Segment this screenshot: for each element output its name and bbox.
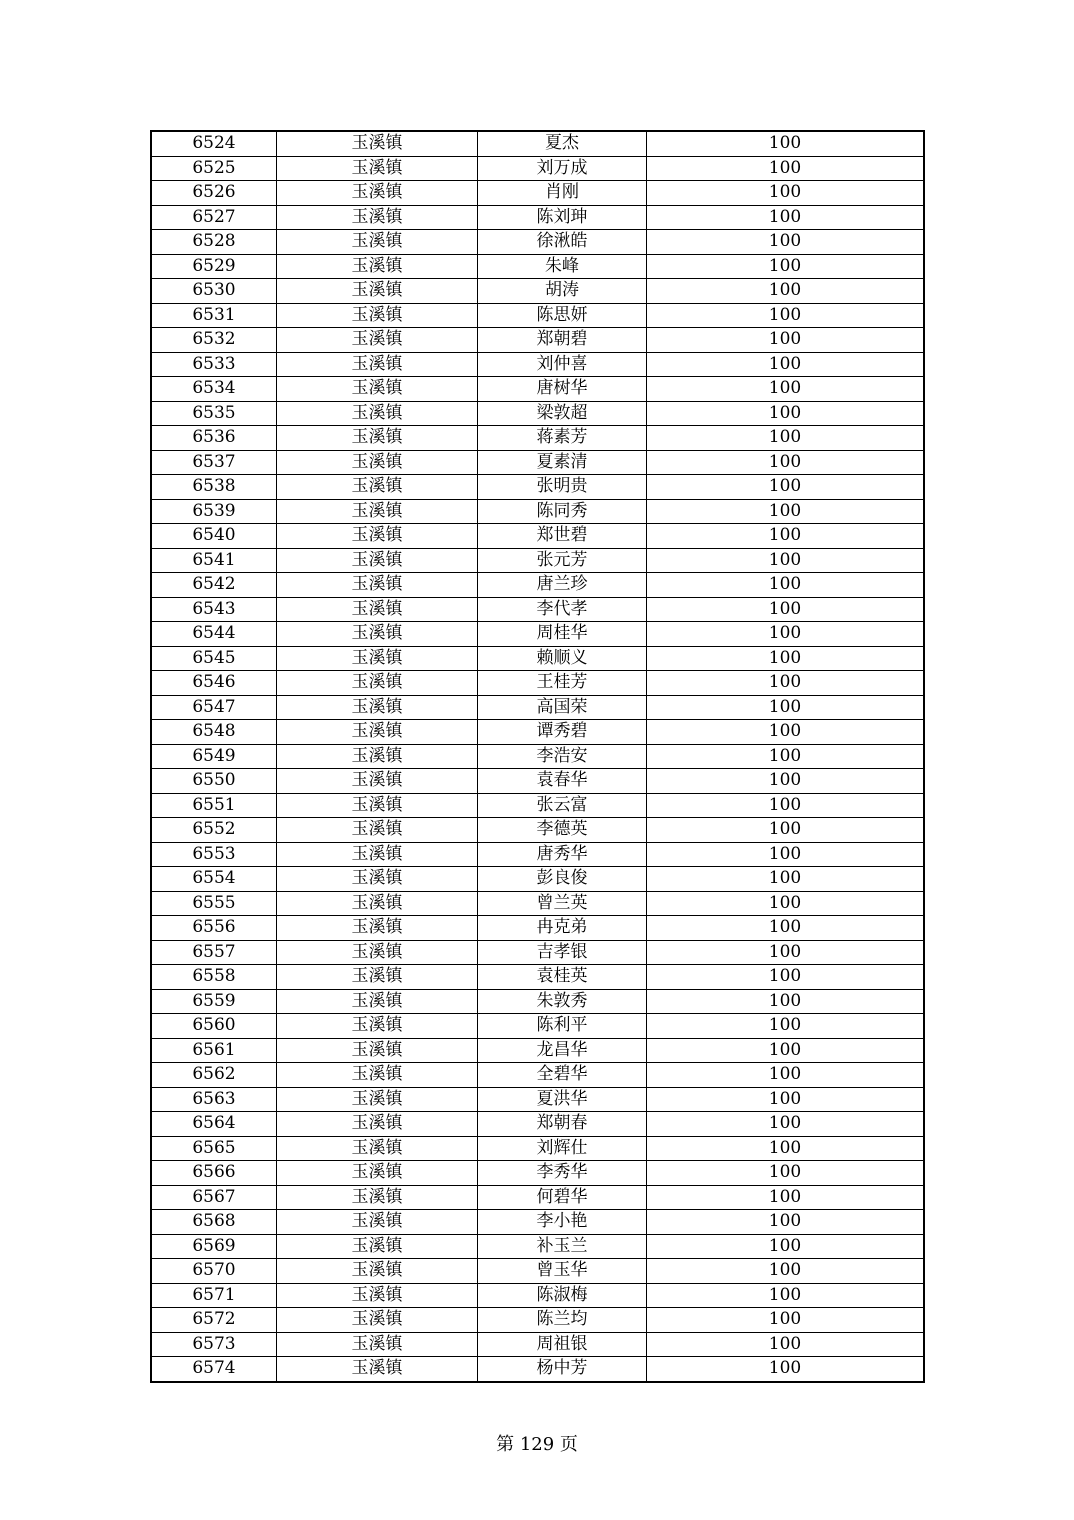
name-cell: 陈刘珅 [478,205,647,230]
row-number-cell: 6567 [151,1185,277,1210]
row-number-cell: 6563 [151,1087,277,1112]
name-cell: 陈思妍 [478,303,647,328]
amount-cell: 100 [647,1210,925,1235]
town-cell: 玉溪镇 [277,573,478,598]
name-cell: 唐树华 [478,377,647,402]
name-cell: 朱峰 [478,254,647,279]
name-cell: 陈兰均 [478,1308,647,1333]
row-number-cell: 6547 [151,695,277,720]
town-cell: 玉溪镇 [277,1234,478,1259]
town-cell: 玉溪镇 [277,254,478,279]
town-cell: 玉溪镇 [277,377,478,402]
row-number-cell: 6535 [151,401,277,426]
row-number-cell: 6554 [151,867,277,892]
table-row [151,842,924,867]
table-row [151,156,924,181]
amount-cell: 100 [647,1014,925,1039]
table-row [151,1332,924,1357]
amount-cell: 100 [647,818,925,843]
town-cell: 玉溪镇 [277,989,478,1014]
table-row [151,1308,924,1333]
name-cell: 杨中芳 [478,1357,647,1382]
table-row [151,769,924,794]
amount-cell: 100 [647,769,925,794]
name-cell: 龙昌华 [478,1038,647,1063]
table-row [151,1038,924,1063]
amount-cell: 100 [647,230,925,255]
table-row [151,622,924,647]
row-number-cell: 6526 [151,181,277,206]
name-cell: 夏素清 [478,450,647,475]
row-number-cell: 6525 [151,156,277,181]
amount-cell: 100 [647,401,925,426]
town-cell: 玉溪镇 [277,965,478,990]
amount-cell: 100 [647,646,925,671]
table-row [151,1087,924,1112]
amount-cell: 100 [647,622,925,647]
row-number-cell: 6569 [151,1234,277,1259]
row-number-cell: 6560 [151,1014,277,1039]
town-cell: 玉溪镇 [277,205,478,230]
table-row [151,303,924,328]
table-row [151,989,924,1014]
town-cell: 玉溪镇 [277,1063,478,1088]
town-cell: 玉溪镇 [277,181,478,206]
town-cell: 玉溪镇 [277,1259,478,1284]
amount-cell: 100 [647,891,925,916]
amount-cell: 100 [647,475,925,500]
town-cell: 玉溪镇 [277,646,478,671]
table-row [151,793,924,818]
town-cell: 玉溪镇 [277,131,478,156]
amount-cell: 100 [647,695,925,720]
name-cell: 袁桂英 [478,965,647,990]
town-cell: 玉溪镇 [277,940,478,965]
name-cell: 唐秀华 [478,842,647,867]
row-number-cell: 6573 [151,1332,277,1357]
town-cell: 玉溪镇 [277,426,478,451]
name-cell: 胡涛 [478,279,647,304]
town-cell: 玉溪镇 [277,1112,478,1137]
row-number-cell: 6533 [151,352,277,377]
amount-cell: 100 [647,303,925,328]
row-number-cell: 6552 [151,818,277,843]
row-number-cell: 6531 [151,303,277,328]
name-cell: 全碧华 [478,1063,647,1088]
table-row [151,646,924,671]
town-cell: 玉溪镇 [277,1136,478,1161]
table-row [151,744,924,769]
town-cell: 玉溪镇 [277,793,478,818]
town-cell: 玉溪镇 [277,720,478,745]
name-cell: 刘辉仕 [478,1136,647,1161]
row-number-cell: 6530 [151,279,277,304]
table-row [151,1210,924,1235]
amount-cell: 100 [647,205,925,230]
amount-cell: 100 [647,965,925,990]
town-cell: 玉溪镇 [277,1038,478,1063]
table-row [151,279,924,304]
table-row [151,181,924,206]
amount-cell: 100 [647,1112,925,1137]
row-number-cell: 6542 [151,573,277,598]
name-cell: 蒋素芳 [478,426,647,451]
amount-cell: 100 [647,499,925,524]
name-cell: 赖顺义 [478,646,647,671]
amount-cell: 100 [647,1357,925,1382]
town-cell: 玉溪镇 [277,230,478,255]
row-number-cell: 6550 [151,769,277,794]
amount-cell: 100 [647,352,925,377]
town-cell: 玉溪镇 [277,891,478,916]
amount-cell: 100 [647,842,925,867]
amount-cell: 100 [647,1234,925,1259]
table-row [151,548,924,573]
table-row [151,377,924,402]
table-row [151,720,924,745]
table-row [151,965,924,990]
town-cell: 玉溪镇 [277,1332,478,1357]
table-row [151,254,924,279]
row-number-cell: 6553 [151,842,277,867]
table-row [151,352,924,377]
amount-cell: 100 [647,989,925,1014]
name-cell: 李浩安 [478,744,647,769]
town-cell: 玉溪镇 [277,842,478,867]
town-cell: 玉溪镇 [277,1308,478,1333]
row-number-cell: 6557 [151,940,277,965]
name-cell: 郑朝碧 [478,328,647,353]
town-cell: 玉溪镇 [277,744,478,769]
town-cell: 玉溪镇 [277,1283,478,1308]
town-cell: 玉溪镇 [277,1087,478,1112]
amount-cell: 100 [647,1161,925,1186]
name-cell: 陈利平 [478,1014,647,1039]
name-cell: 刘万成 [478,156,647,181]
row-number-cell: 6556 [151,916,277,941]
table-row [151,891,924,916]
town-cell: 玉溪镇 [277,1210,478,1235]
town-cell: 玉溪镇 [277,156,478,181]
row-number-cell: 6527 [151,205,277,230]
row-number-cell: 6551 [151,793,277,818]
town-cell: 玉溪镇 [277,475,478,500]
town-cell: 玉溪镇 [277,328,478,353]
name-cell: 李秀华 [478,1161,647,1186]
town-cell: 玉溪镇 [277,818,478,843]
row-number-cell: 6538 [151,475,277,500]
row-number-cell: 6536 [151,426,277,451]
amount-cell: 100 [647,426,925,451]
row-number-cell: 6546 [151,671,277,696]
table-row [151,524,924,549]
data-table [150,130,925,1383]
town-cell: 玉溪镇 [277,499,478,524]
town-cell: 玉溪镇 [277,916,478,941]
name-cell: 肖刚 [478,181,647,206]
table-row [151,1161,924,1186]
row-number-cell: 6534 [151,377,277,402]
name-cell: 夏杰 [478,131,647,156]
table-row [151,1234,924,1259]
amount-cell: 100 [647,1308,925,1333]
town-cell: 玉溪镇 [277,279,478,304]
town-cell: 玉溪镇 [277,1161,478,1186]
town-cell: 玉溪镇 [277,1357,478,1382]
row-number-cell: 6545 [151,646,277,671]
town-cell: 玉溪镇 [277,450,478,475]
town-cell: 玉溪镇 [277,352,478,377]
table-row [151,916,924,941]
name-cell: 徐湫皓 [478,230,647,255]
name-cell: 周祖银 [478,1332,647,1357]
amount-cell: 100 [647,181,925,206]
table-row [151,818,924,843]
name-cell: 张明贵 [478,475,647,500]
amount-cell: 100 [647,1259,925,1284]
amount-cell: 100 [647,377,925,402]
table-row [151,1283,924,1308]
amount-cell: 100 [647,450,925,475]
amount-cell: 100 [647,744,925,769]
name-cell: 周桂华 [478,622,647,647]
row-number-cell: 6572 [151,1308,277,1333]
name-cell: 夏洪华 [478,1087,647,1112]
table-row [151,1357,924,1382]
name-cell: 李小艳 [478,1210,647,1235]
town-cell: 玉溪镇 [277,597,478,622]
amount-cell: 100 [647,720,925,745]
row-number-cell: 6559 [151,989,277,1014]
name-cell: 王桂芳 [478,671,647,696]
table-row [151,695,924,720]
row-number-cell: 6524 [151,131,277,156]
row-number-cell: 6570 [151,1259,277,1284]
row-number-cell: 6562 [151,1063,277,1088]
table-row [151,1063,924,1088]
table-row [151,475,924,500]
amount-cell: 100 [647,156,925,181]
row-number-cell: 6558 [151,965,277,990]
name-cell: 曾玉华 [478,1259,647,1284]
name-cell: 张云富 [478,793,647,818]
amount-cell: 100 [647,1283,925,1308]
row-number-cell: 6568 [151,1210,277,1235]
name-cell: 李代孝 [478,597,647,622]
amount-cell: 100 [647,1185,925,1210]
amount-cell: 100 [647,524,925,549]
name-cell: 补玉兰 [478,1234,647,1259]
table-row [151,867,924,892]
amount-cell: 100 [647,867,925,892]
amount-cell: 100 [647,793,925,818]
row-number-cell: 6529 [151,254,277,279]
name-cell: 曾兰英 [478,891,647,916]
table-row [151,328,924,353]
row-number-cell: 6561 [151,1038,277,1063]
table-row [151,499,924,524]
table-row [151,1136,924,1161]
name-cell: 高国荣 [478,695,647,720]
row-number-cell: 6544 [151,622,277,647]
row-number-cell: 6540 [151,524,277,549]
name-cell: 朱敦秀 [478,989,647,1014]
town-cell: 玉溪镇 [277,671,478,696]
table-row [151,131,924,156]
row-number-cell: 6565 [151,1136,277,1161]
name-cell: 袁春华 [478,769,647,794]
amount-cell: 100 [647,1063,925,1088]
name-cell: 何碧华 [478,1185,647,1210]
row-number-cell: 6571 [151,1283,277,1308]
table-row [151,205,924,230]
name-cell: 陈同秀 [478,499,647,524]
table-row [151,940,924,965]
table-row [151,671,924,696]
table-row [151,597,924,622]
table-row [151,1014,924,1039]
amount-cell: 100 [647,548,925,573]
row-number-cell: 6543 [151,597,277,622]
row-number-cell: 6528 [151,230,277,255]
name-cell: 谭秀碧 [478,720,647,745]
name-cell: 张元芳 [478,548,647,573]
page-number: 第 129 页 [496,1434,578,1455]
row-number-cell: 6566 [151,1161,277,1186]
row-number-cell: 6539 [151,499,277,524]
name-cell: 彭良俊 [478,867,647,892]
amount-cell: 100 [647,916,925,941]
name-cell: 唐兰珍 [478,573,647,598]
table-row [151,230,924,255]
row-number-cell: 6541 [151,548,277,573]
name-cell: 冉克弟 [478,916,647,941]
name-cell: 刘仲喜 [478,352,647,377]
amount-cell: 100 [647,940,925,965]
name-cell: 郑世碧 [478,524,647,549]
row-number-cell: 6548 [151,720,277,745]
table-row [151,1185,924,1210]
amount-cell: 100 [647,1332,925,1357]
row-number-cell: 6532 [151,328,277,353]
row-number-cell: 6564 [151,1112,277,1137]
town-cell: 玉溪镇 [277,867,478,892]
table-row [151,401,924,426]
amount-cell: 100 [647,328,925,353]
town-cell: 玉溪镇 [277,1014,478,1039]
name-cell: 李德英 [478,818,647,843]
name-cell: 陈淑梅 [478,1283,647,1308]
town-cell: 玉溪镇 [277,401,478,426]
table-row [151,426,924,451]
town-cell: 玉溪镇 [277,622,478,647]
town-cell: 玉溪镇 [277,303,478,328]
amount-cell: 100 [647,131,925,156]
row-number-cell: 6574 [151,1357,277,1382]
amount-cell: 100 [647,1136,925,1161]
amount-cell: 100 [647,1038,925,1063]
town-cell: 玉溪镇 [277,1185,478,1210]
amount-cell: 100 [647,254,925,279]
row-number-cell: 6549 [151,744,277,769]
town-cell: 玉溪镇 [277,524,478,549]
table-row [151,1112,924,1137]
row-number-cell: 6537 [151,450,277,475]
amount-cell: 100 [647,573,925,598]
name-cell: 郑朝春 [478,1112,647,1137]
amount-cell: 100 [647,597,925,622]
town-cell: 玉溪镇 [277,548,478,573]
name-cell: 梁敦超 [478,401,647,426]
table-row [151,450,924,475]
name-cell: 吉孝银 [478,940,647,965]
amount-cell: 100 [647,279,925,304]
amount-cell: 100 [647,671,925,696]
town-cell: 玉溪镇 [277,769,478,794]
table-row [151,573,924,598]
row-number-cell: 6555 [151,891,277,916]
table-row [151,1259,924,1284]
amount-cell: 100 [647,1087,925,1112]
table-body [151,131,924,1382]
town-cell: 玉溪镇 [277,695,478,720]
